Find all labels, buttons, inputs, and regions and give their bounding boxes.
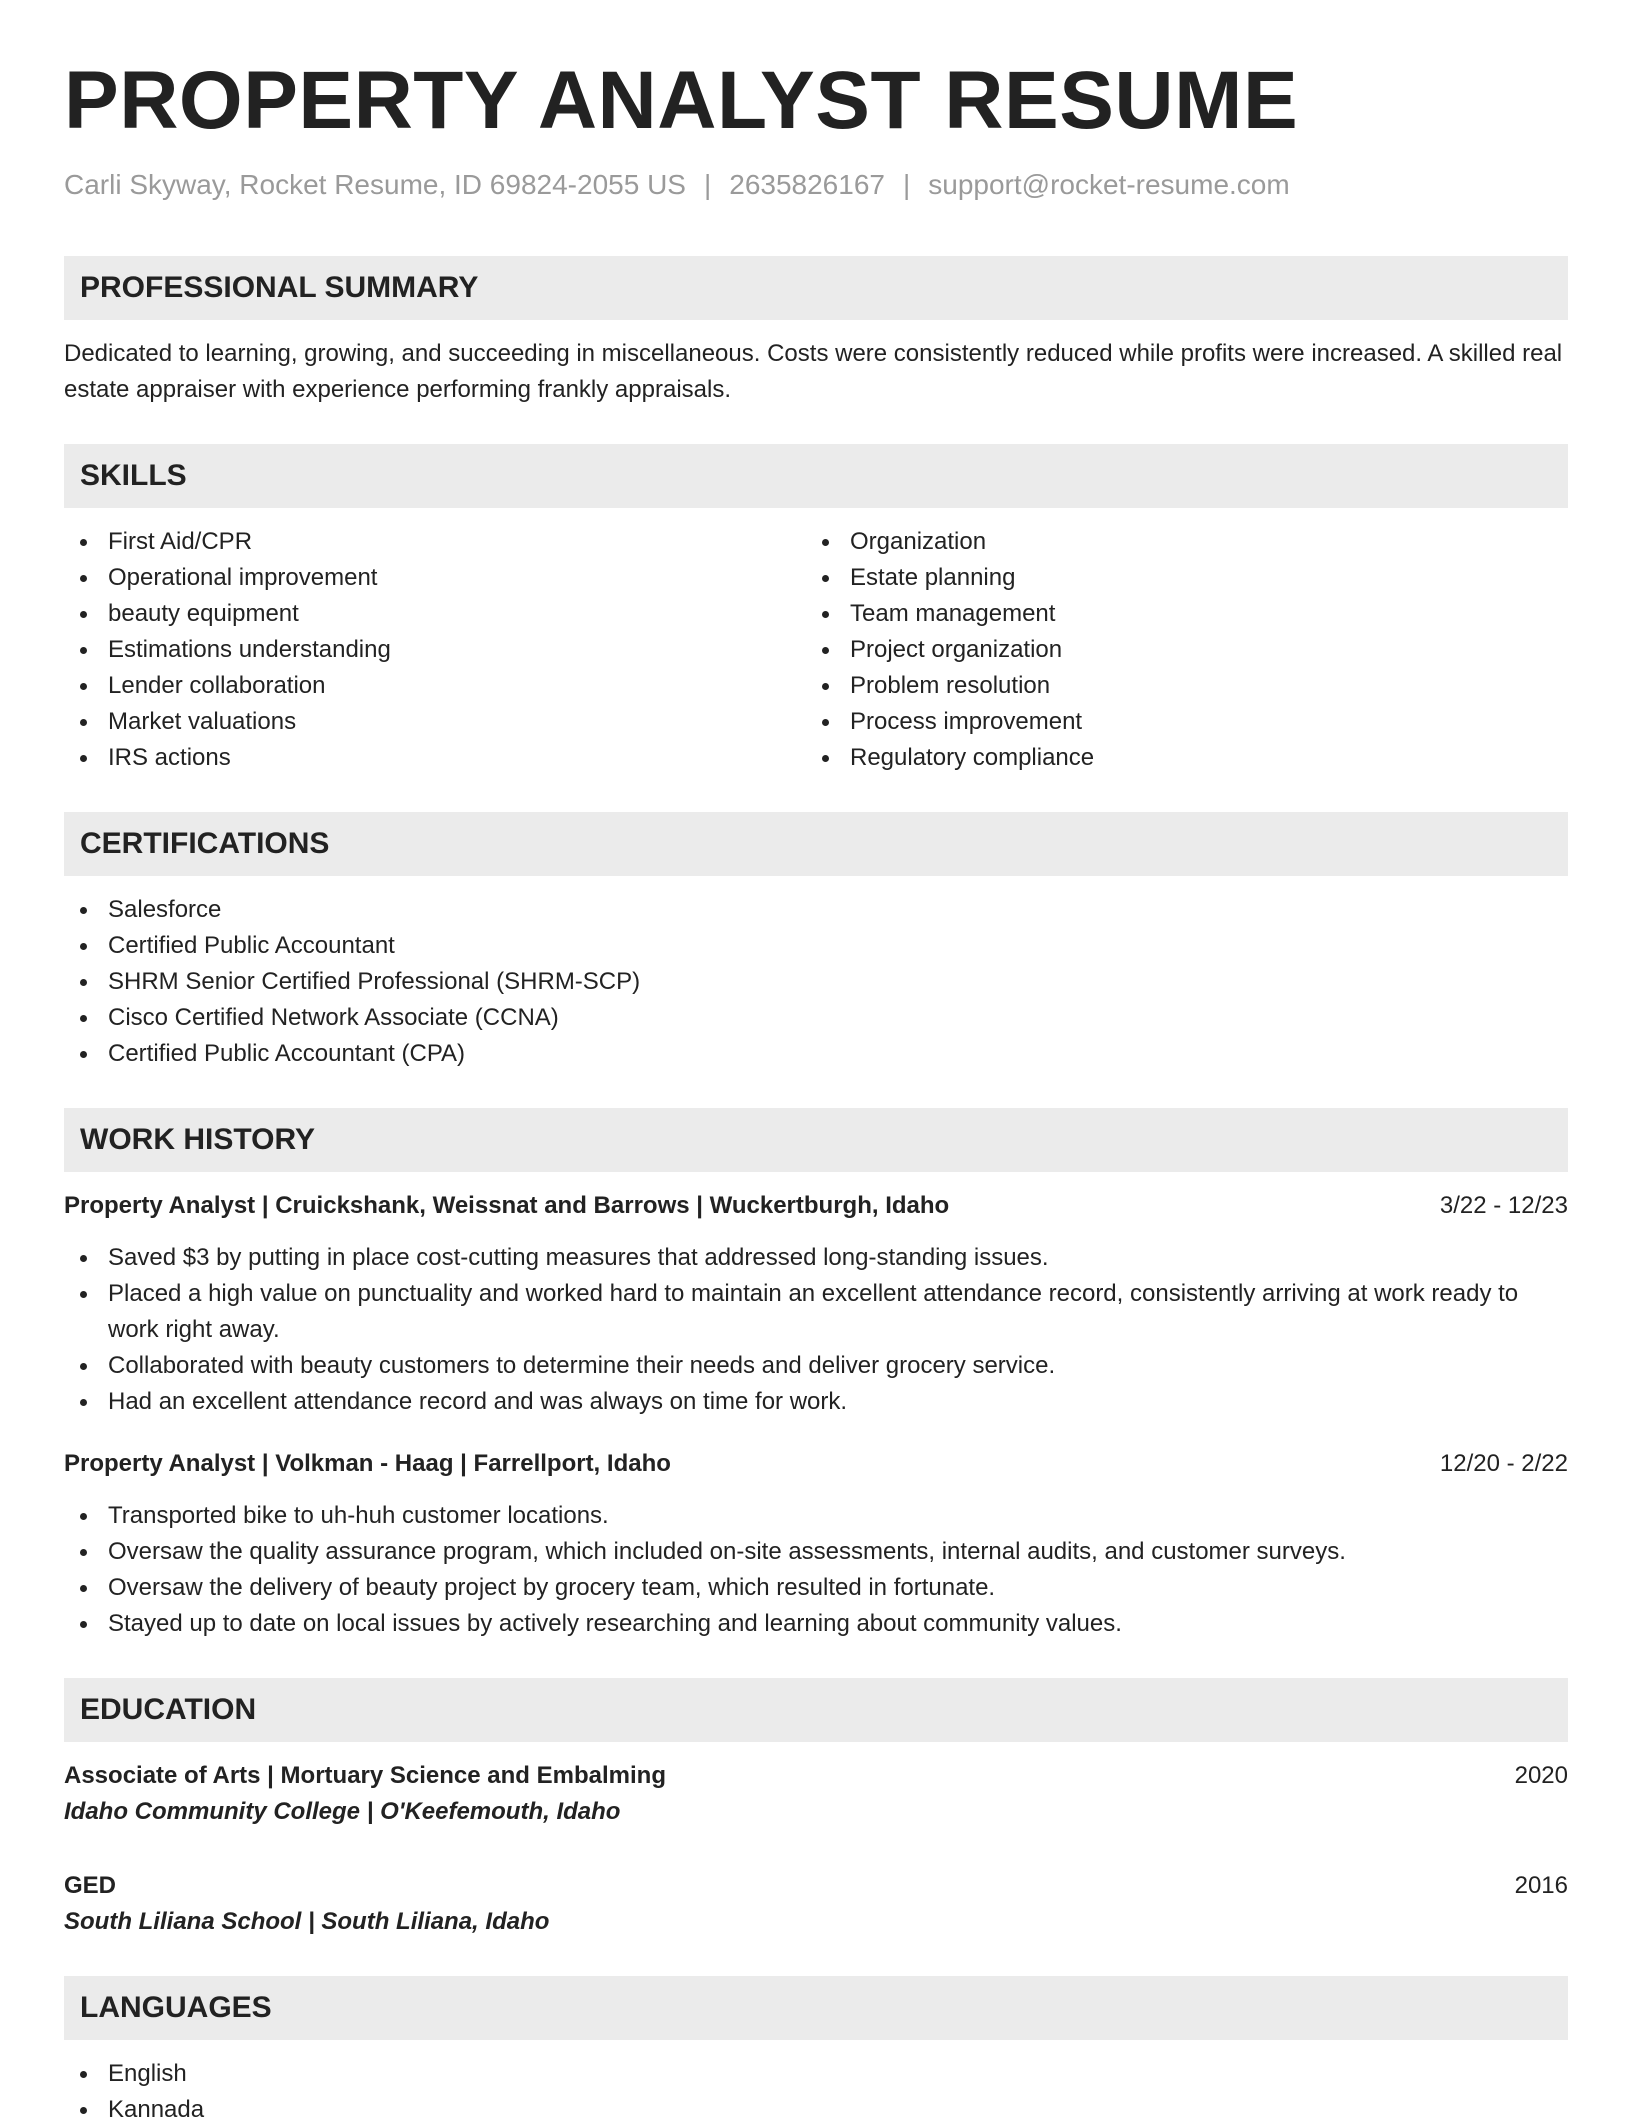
skill-item: Estate planning (806, 560, 1548, 596)
skill-item: Operational improvement (64, 560, 806, 596)
education-year: 2020 (1514, 1761, 1568, 1789)
job-bullets (64, 1240, 1568, 1420)
job-title: Property Analyst | Cruickshank, Weissnat and Barrows | Wuckertburgh, Idaho (64, 1191, 950, 1219)
education-degree: Associate of Arts | Mortuary Science and Embalming (64, 1761, 666, 1789)
job-bullet: Oversaw the quality assurance program, which included on-site assessments, internal audits, and customer surveys. (64, 1534, 1568, 1570)
skill-item: Team management (806, 596, 1548, 632)
skill-item: Organization (806, 524, 1548, 560)
education-header (64, 1758, 1568, 1794)
skill-item: Problem resolution (806, 668, 1548, 704)
education-degree: GED (64, 1871, 117, 1899)
education-header (64, 1868, 1568, 1904)
summary-heading: PROFESSIONAL SUMMARY (64, 256, 1568, 320)
certification-item: Cisco Certified Network Associate (CCNA) (64, 1000, 1568, 1036)
language-item: English (64, 2056, 1568, 2092)
job-bullet: Placed a high value on punctuality and worked hard to maintain an excellent attendance record, consistently arriving at work ready to work right away. (64, 1276, 1568, 1348)
job-bullet: Had an excellent attendance record and was always on time for work. (64, 1384, 1568, 1420)
contact-email: support@rocket-resume.com (928, 169, 1290, 201)
certification-item: Certified Public Accountant (CPA) (64, 1036, 1568, 1072)
skill-item: Project organization (806, 632, 1548, 668)
skill-item: Regulatory compliance (806, 740, 1548, 776)
summary-text: Dedicated to learning, growing, and succeeding in miscellaneous. Costs were consistently reduced while profits were increased. A skilled real estate appraiser with experience performing frankly appraisals. (64, 339, 1563, 403)
work-history-heading: WORK HISTORY (64, 1108, 1568, 1172)
certification-item: Certified Public Accountant (64, 928, 1568, 964)
skill-item: Market valuations (64, 704, 806, 740)
job-entry (64, 1446, 1568, 1642)
skill-item: IRS actions (64, 740, 806, 776)
job-header (64, 1188, 1568, 1224)
job-entry (64, 1188, 1568, 1420)
contact-phone: 2635826167 (729, 169, 885, 201)
certification-item: Salesforce (64, 892, 1568, 928)
skill-item: Process improvement (806, 704, 1548, 740)
job-dates: 12/20 - 2/22 (1439, 1449, 1568, 1477)
skills-heading: SKILLS (64, 444, 1568, 508)
contact-line (64, 168, 1568, 202)
language-item: Kannada (64, 2092, 1568, 2128)
skills-list-right (806, 524, 1548, 776)
job-dates: 3/22 - 12/23 (1439, 1191, 1568, 1219)
education-school: Idaho Community College | O'Keefemouth, Idaho (64, 1797, 621, 1825)
certification-item: SHRM Senior Certified Professional (SHRM-SCP) (64, 964, 1568, 1000)
skill-item: First Aid/CPR (64, 524, 806, 560)
job-header (64, 1446, 1568, 1482)
job-bullet: Saved $3 by putting in place cost-cutting measures that addressed long-standing issues. (64, 1240, 1568, 1276)
education-school: South Liliana School | South Liliana, Idaho (64, 1907, 550, 1935)
languages-heading: LANGUAGES (64, 1976, 1568, 2040)
education-heading: EDUCATION (64, 1678, 1568, 1742)
skill-item: Lender collaboration (64, 668, 806, 704)
education-entry (64, 1758, 1568, 1830)
contact-separator: | (902, 169, 911, 201)
job-bullet: Transported bike to uh-huh customer locations. (64, 1498, 1568, 1534)
job-bullet: Oversaw the delivery of beauty project by grocery team, which resulted in fortunate. (64, 1570, 1568, 1606)
languages-list (64, 2056, 1568, 2128)
skills-list-left (64, 524, 806, 776)
certifications-list (64, 892, 1568, 1072)
job-bullets (64, 1498, 1568, 1642)
skills-grid (64, 508, 1568, 776)
education-year: 2016 (1514, 1871, 1568, 1899)
education-entry (64, 1868, 1568, 1940)
page-title: PROPERTY ANALYST RESUME (64, 55, 1299, 146)
certifications-heading: CERTIFICATIONS (64, 812, 1568, 876)
skill-item: Estimations understanding (64, 632, 806, 668)
contact-address: Carli Skyway, Rocket Resume, ID 69824-2055 US (64, 169, 686, 201)
contact-separator: | (703, 169, 712, 201)
job-bullet: Collaborated with beauty customers to determine their needs and deliver grocery service. (64, 1348, 1568, 1384)
job-bullet: Stayed up to date on local issues by actively researching and learning about community values. (64, 1606, 1568, 1642)
job-title: Property Analyst | Volkman - Haag | Farrellport, Idaho (64, 1449, 671, 1477)
skill-item: beauty equipment (64, 596, 806, 632)
